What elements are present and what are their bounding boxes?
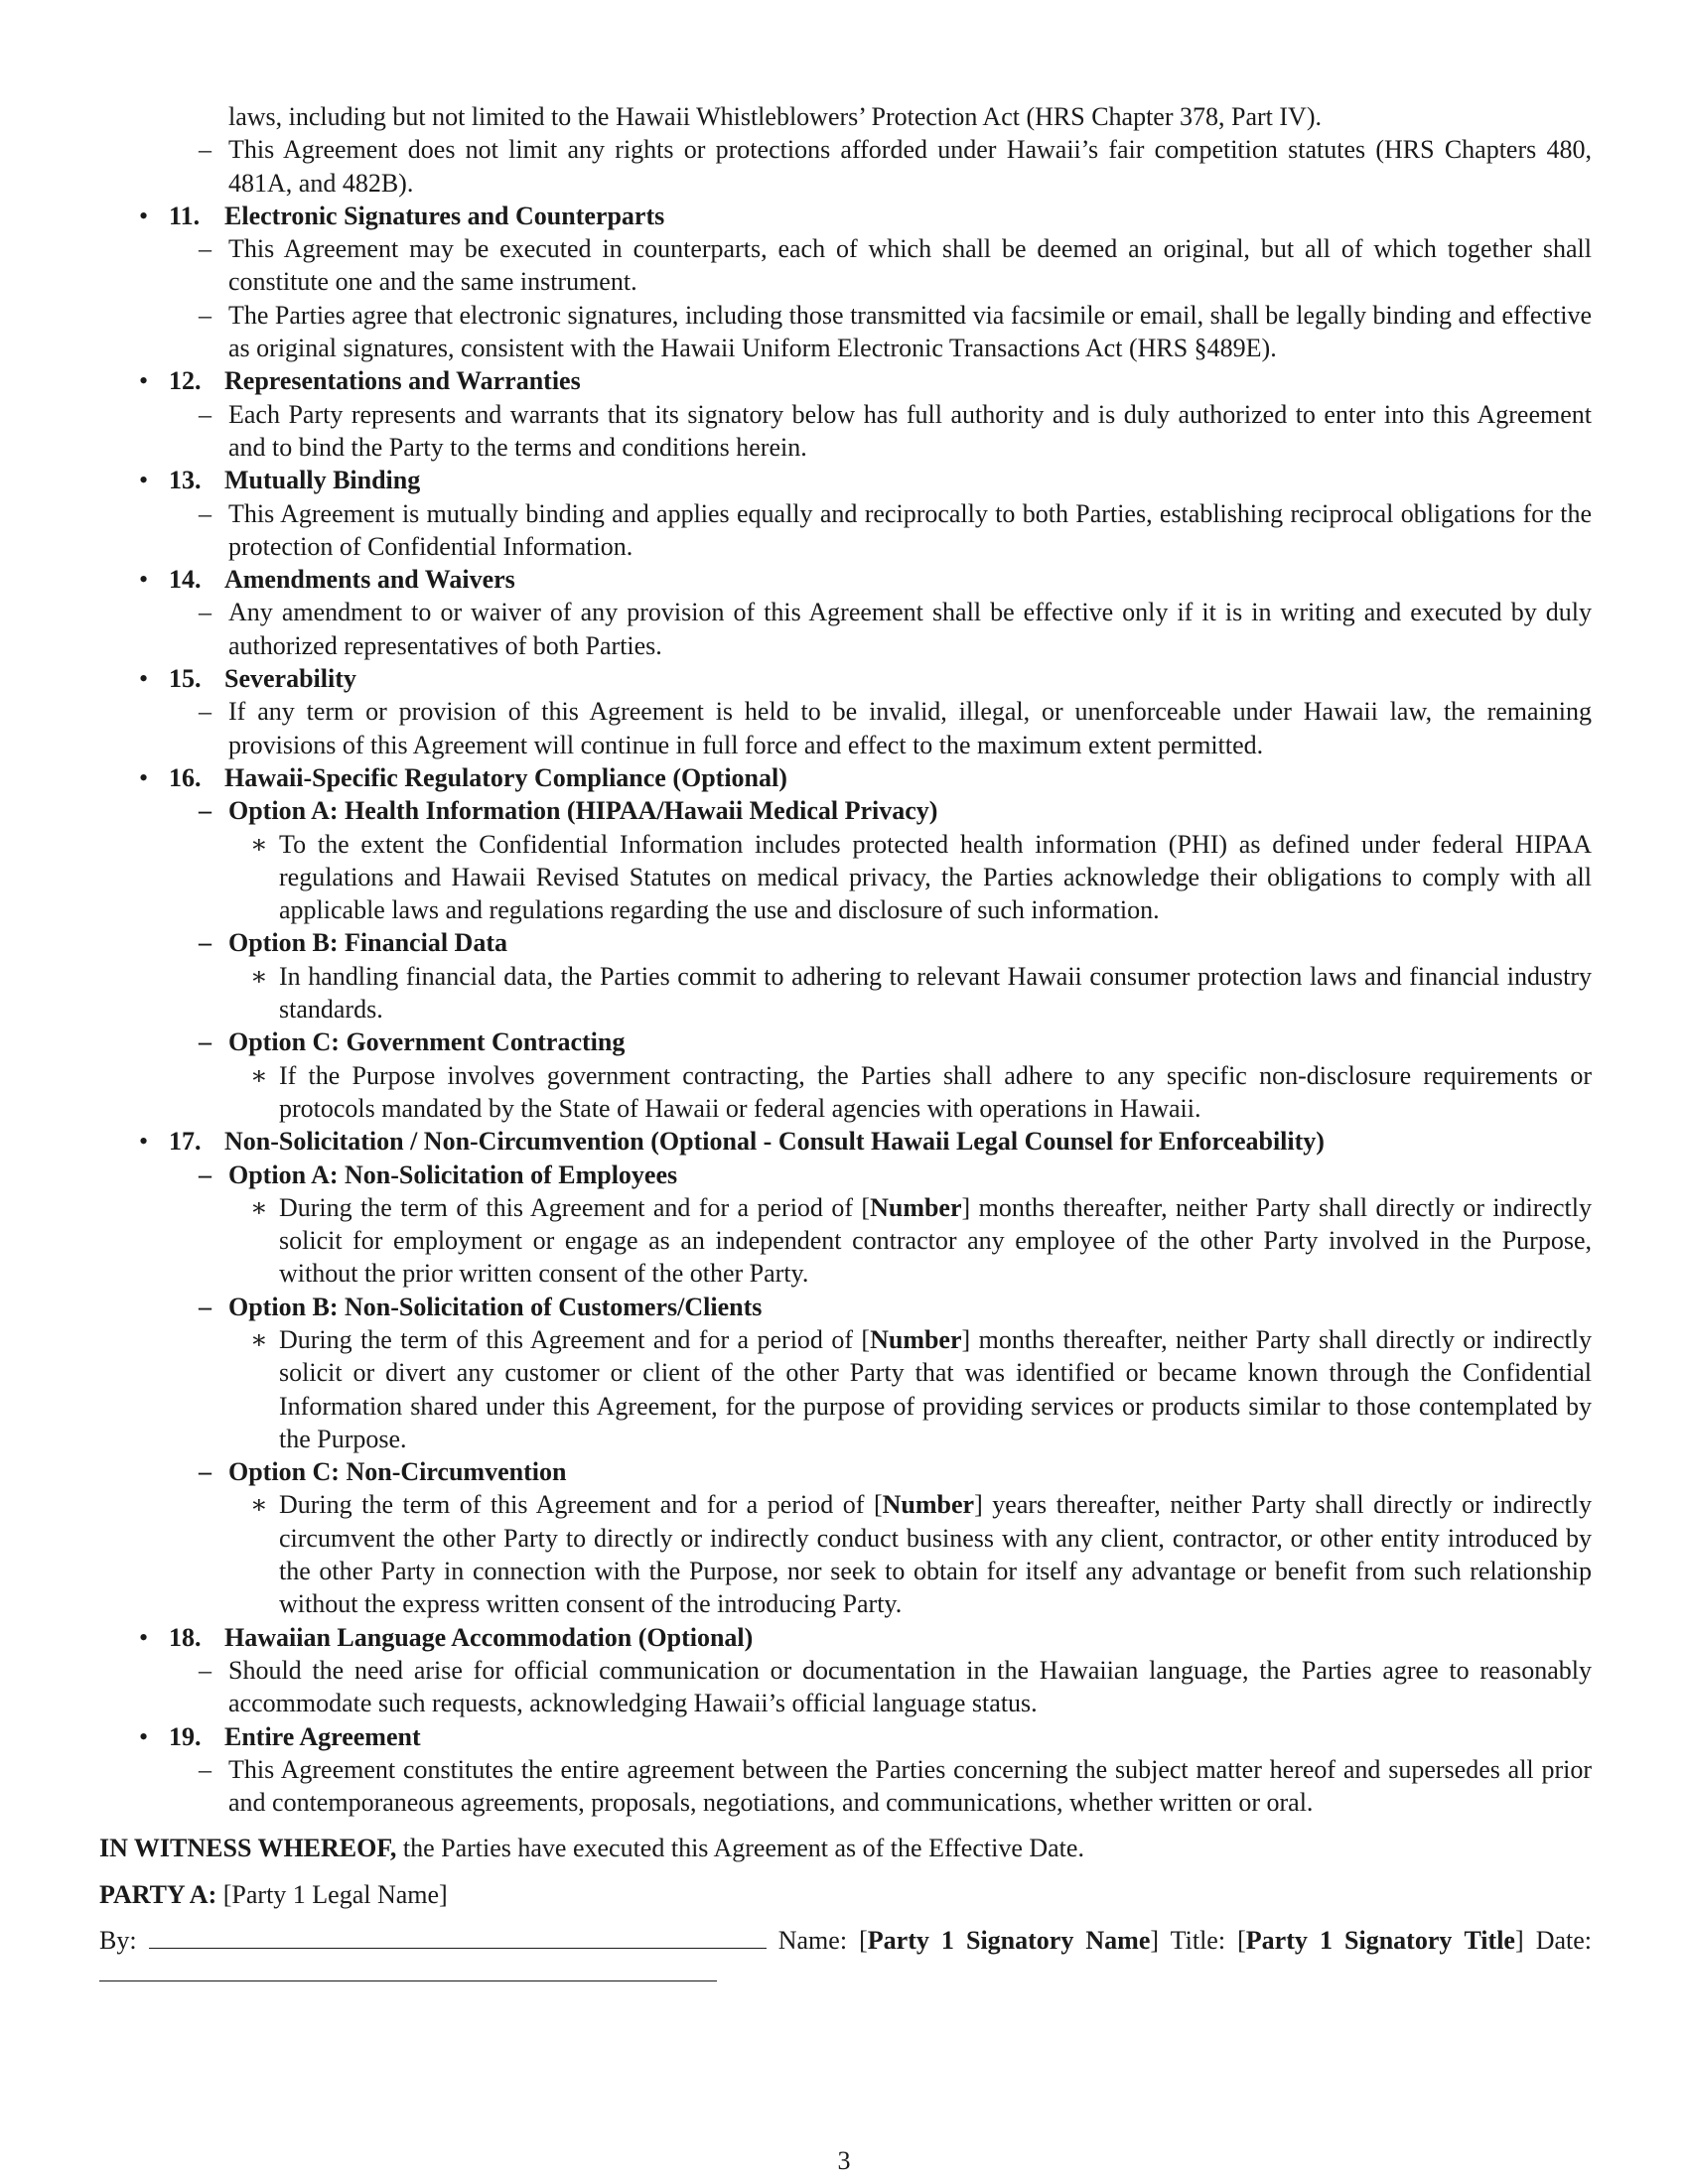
option-text: ∗ During the term of this Agreement and for a period of [Number] months thereafter, neither Party shall directly or indirectly solicit or divert any customer or client of the other Party that was identified or became known through the Confidential Information shared under this Agreement, for the purpose of providing services or products similar to those contemplated by the Purpose. [250, 1324, 1592, 1453]
option-heading: – Option A: Non-Solicitation of Employees [199, 1160, 678, 1189]
section-title: Severability [224, 664, 356, 694]
list-item: – This Agreement does not limit any rights or protections afforded under Hawaii’s fair competition statutes (HRS Chapters 480, 481A, and 482B). [199, 135, 1592, 198]
party-a-heading: PARTY A: [Party 1 Legal Name] [99, 1879, 448, 1909]
placeholder-number: Number [870, 1324, 962, 1354]
section-17: • 17. Non-Solicitation / Non-Circumvention (Optional - Consult Hawaii Legal Counsel for Enforceability) [139, 1127, 1325, 1157]
list-item: – This Agreement is mutually binding and applies equally and reciprocally to both Parties, establishing reciprocal obligations for the protection of Confidential Information. [199, 498, 1592, 561]
document-page [99, 100, 1592, 1990]
option-heading: – Option C: Government Contracting [199, 1027, 626, 1057]
signatory-title-placeholder-b: Title [1464, 1926, 1515, 1956]
placeholder-number: Number [870, 1192, 962, 1222]
option-text: ∗ During the term of this Agreement and for a period of [Number] months thereafter, neither Party shall directly or indirectly solicit for employment or engage as an independent contractor any employee of the other Party involved in the Purpose, without the prior written consent of the other Party. [250, 1192, 1592, 1289]
list-item: – The Parties agree that electronic signatures, including those transmitted via facsimile or email, shall be legally binding and effective as original signatures, consistent with the Hawaii Uniform Electronic Transactions Act (HRS §489E). [199, 300, 1592, 363]
signature-block: By: Name: [Party 1 Signatory Name] Title: [Party 1 Signatory Title] Date: [99, 1924, 1592, 1990]
option-text: ∗ During the term of this Agreement and for a period of [Number] years thereafter, neither Party shall directly or indirectly circumvent the other Party to directly or indirectly conduct business with any client, contractor, or other entity introduced by the other Party in connection with the Purpose, nor seek to obtain for itself any advantage or benefit from such relationship without the express written consent of the introducing Party. [250, 1490, 1592, 1619]
by-signature-line[interactable] [149, 1926, 767, 1949]
signatory-title-placeholder-a: Party 1 Signatory [1245, 1926, 1453, 1956]
section-14: • 14. Amendments and Waivers [139, 565, 515, 595]
list-item: – Each Party represents and warrants that its signatory below has full authority and is duly authorized to enter into this Agreement and to bind the Party to the terms and conditions herein. [199, 399, 1592, 462]
placeholder-number: Number [882, 1490, 975, 1520]
section-title: Electronic Signatures and Counterparts [224, 201, 665, 230]
section-title: Mutually Binding [224, 466, 421, 495]
signatory-name-placeholder: Party 1 Signatory Name [867, 1926, 1151, 1956]
section-title: Entire Agreement [224, 1721, 421, 1751]
list-item: – This Agreement may be executed in counterparts, each of which shall be deemed an original, but all of which together shall constitute one and the same instrument. [199, 234, 1592, 297]
witness-statement: IN WITNESS WHEREOF, the Parties have executed this Agreement as of the Effective Date. [99, 1834, 1084, 1863]
section-13: • 13. Mutually Binding [139, 466, 421, 495]
date-signature-line[interactable] [99, 1959, 717, 1981]
section-18: • 18. Hawaiian Language Accommodation (Optional) [139, 1622, 754, 1652]
option-heading: – Option A: Health Information (HIPAA/Hawaii Medical Privacy) [199, 796, 938, 826]
section-19: • 19. Entire Agreement [139, 1721, 421, 1751]
page-number: 3 [837, 2146, 851, 2175]
section-11: • 11. Electronic Signatures and Counterparts [139, 201, 665, 230]
list-item: – This Agreement constitutes the entire agreement between the Parties concerning the subject matter hereof and supersedes all prior and contemporaneous agreements, proposals, negotiations, and communications, whether written or oral. [199, 1754, 1592, 1818]
list-item: – If any term or provision of this Agreement is held to be invalid, illegal, or unenforceable under Hawaii law, the remaining provisions of this Agreement will continue in full force and effect to the maximum extent permitted. [199, 697, 1592, 759]
list-item: – Should the need arise for official communication or documentation in the Hawaiian language, the Parties agree to reasonably accommodate such requests, acknowledging Hawaii’s official language status. [199, 1655, 1592, 1718]
option-text: ∗ In handling financial data, the Parties commit to adhering to relevant Hawaii consumer protection laws and financial industry standards. [250, 961, 1592, 1024]
section-title: Amendments and Waivers [224, 565, 515, 595]
list-item: – Any amendment to or waiver of any provision of this Agreement shall be effective only if it is in writing and executed by duly authorized representatives of both Parties. [199, 598, 1592, 660]
option-text: ∗ If the Purpose involves government contracting, the Parties shall adhere to any specific non-disclosure requirements or protocols mandated by the State of Hawaii or federal agencies with operations in Hawaii. [250, 1060, 1592, 1123]
option-heading: – Option B: Non-Solicitation of Customers/Clients [199, 1292, 763, 1321]
section-16: • 16. Hawaii-Specific Regulatory Compliance (Optional) [139, 762, 787, 792]
continuation-text: laws, including but not limited to the Hawaii Whistleblowers’ Protection Act (HRS Chapter 378, Part IV). [228, 102, 1322, 131]
section-12: • 12. Representations and Warranties [139, 366, 581, 396]
option-heading: – Option B: Financial Data [199, 928, 507, 958]
section-15: • 15. Severability [139, 664, 356, 694]
section-title: Hawaiian Language Accommodation (Optional) [224, 1622, 754, 1652]
option-text: ∗ To the extent the Confidential Information includes protected health information (PHI) as defined under federal HIPAA regulations and Hawaii Revised Statutes on medical privacy, the Parties acknowledge their obligations to comply with all applicable laws and regulations regarding the use and disclosure of such information. [250, 829, 1592, 925]
section-title: Representations and Warranties [224, 366, 581, 396]
section-title: Non-Solicitation / Non-Circumvention (Optional - Consult Hawaii Legal Counsel for Enforceability) [224, 1127, 1325, 1157]
section-title: Hawaii-Specific Regulatory Compliance (Optional) [224, 762, 787, 792]
option-heading: – Option C: Non-Circumvention [199, 1457, 567, 1487]
